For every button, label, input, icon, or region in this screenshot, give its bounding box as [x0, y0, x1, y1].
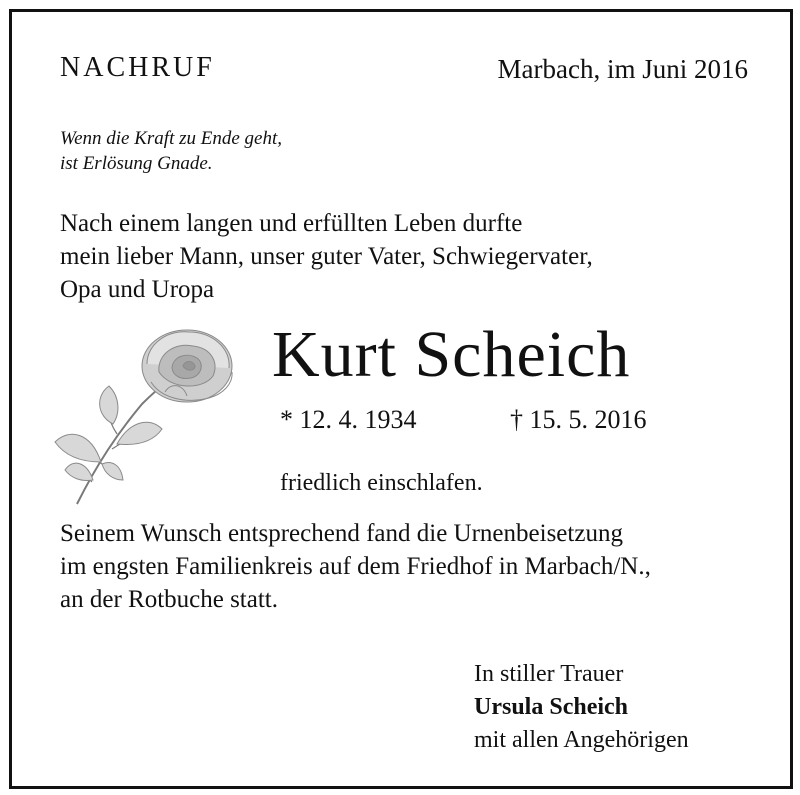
death-date: † 15. 5. 2016	[510, 405, 647, 434]
rose-illustration	[47, 324, 242, 509]
intro-line: Nach einem langen und erfüllten Leben durfte	[60, 210, 523, 237]
quote	[60, 126, 282, 176]
mourning-line: In stiller Trauer	[474, 661, 624, 687]
birth-date: * 12. 4. 1934	[280, 405, 417, 434]
burial-line: an der Rotbuche statt.	[60, 586, 278, 613]
intro-line: mein lieber Mann, unser guter Vater, Schwiegervater,	[60, 243, 593, 270]
notice-heading: NACHRUF	[60, 52, 215, 83]
mourner-name: Ursula Scheich	[474, 694, 629, 720]
burial-text	[60, 517, 651, 616]
intro-text	[60, 207, 593, 306]
quote-line: Wenn die Kraft zu Ende geht,	[60, 128, 282, 149]
intro-line: Opa und Uropa	[60, 276, 215, 303]
obituary-frame	[9, 9, 793, 789]
passed-away-text: friedlich einschlafen.	[280, 470, 483, 496]
place-date: Marbach, im Juni 2016	[497, 54, 748, 84]
burial-line: im engsten Familienkreis auf dem Friedhof in Marbach/N.,	[60, 553, 651, 580]
deceased-name: Kurt Scheich	[272, 318, 631, 391]
burial-line: Seinem Wunsch entsprechend fand die Urnenbeisetzung	[60, 520, 623, 547]
signature-block	[474, 658, 689, 757]
relatives-line: mit allen Angehörigen	[474, 727, 689, 753]
quote-line: ist Erlösung Gnade.	[60, 153, 213, 174]
